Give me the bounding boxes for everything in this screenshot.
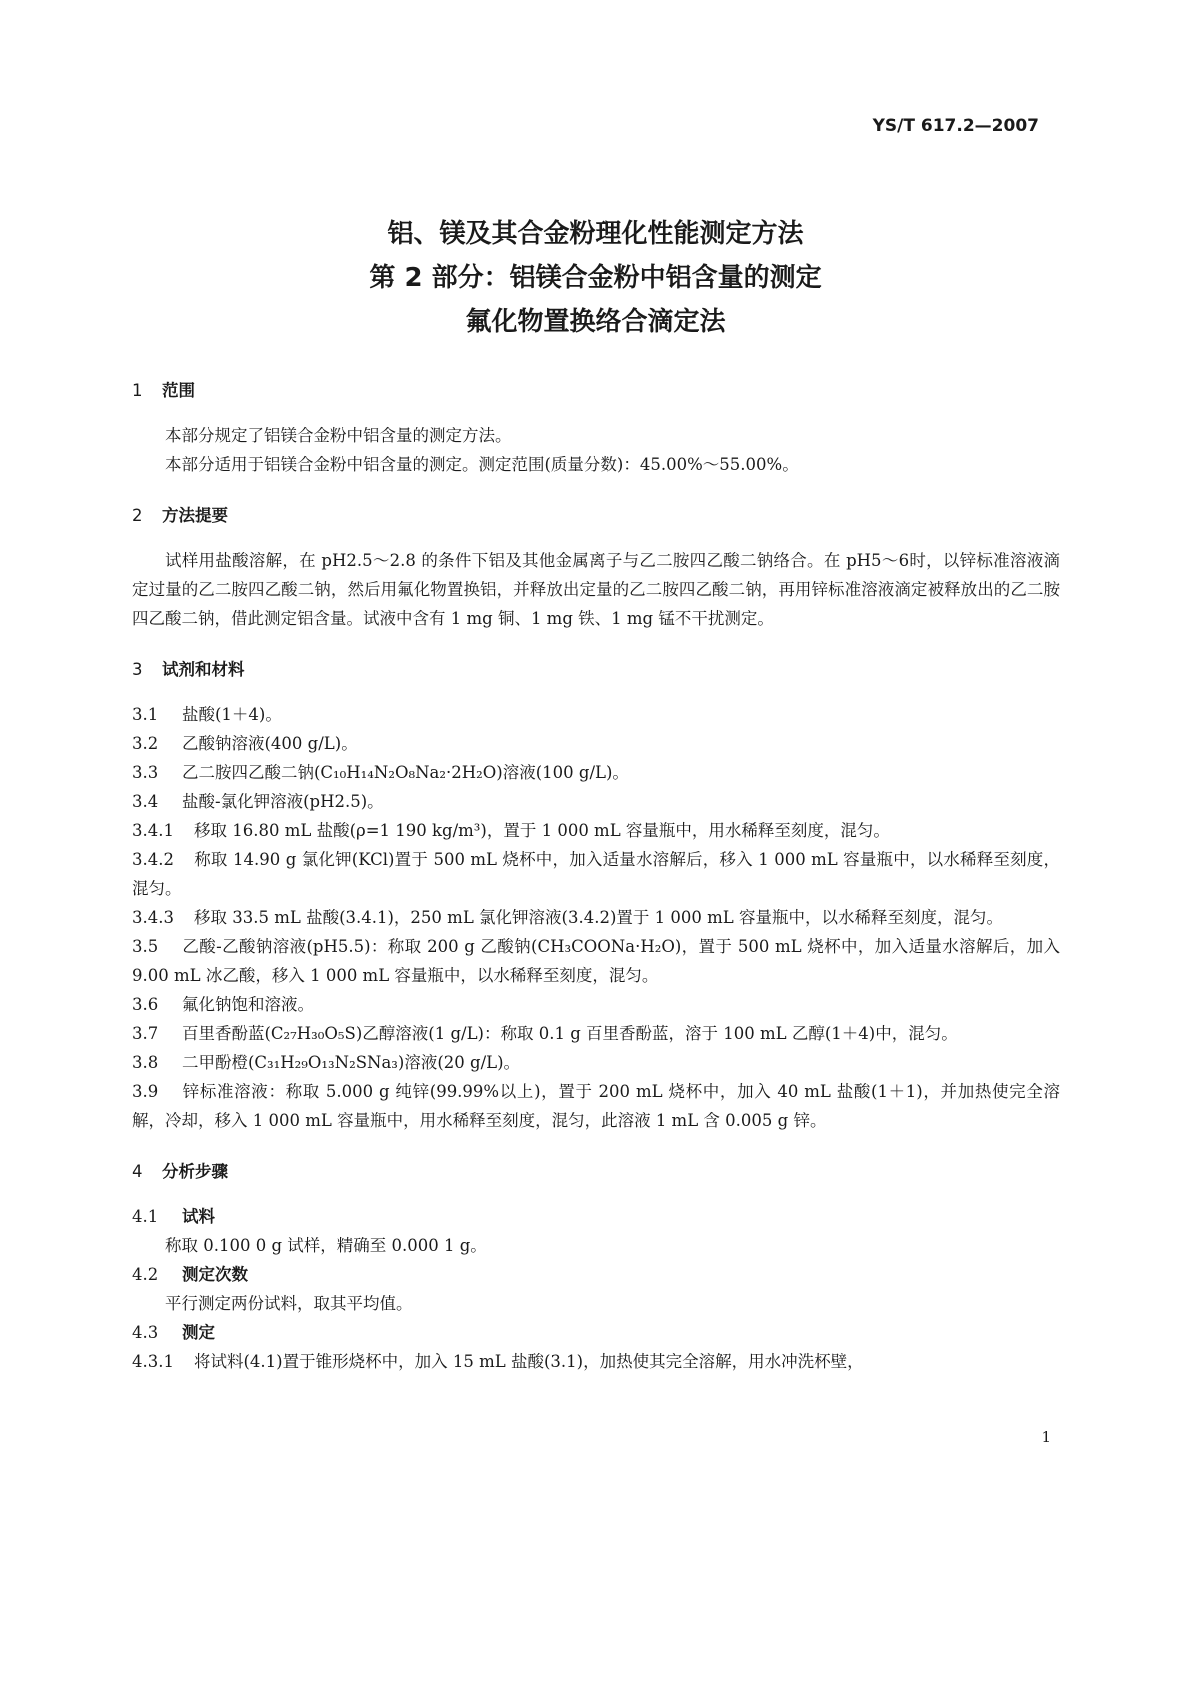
- clause-item: [132, 845, 1060, 903]
- subsection-title: 测定: [182, 1323, 215, 1342]
- clause-number: 3.2: [132, 734, 159, 753]
- subsection-title: 测定次数: [182, 1265, 248, 1284]
- subsection-heading: [132, 1260, 1060, 1289]
- clause-item: [132, 758, 1060, 787]
- subsection-number: 4.3: [132, 1323, 159, 1342]
- clause-item: [132, 990, 1060, 1019]
- clause-text: 二甲酚橙(C₃₁H₂₉O₁₃N₂SNa₃)溶液(20 g/L)。: [182, 1053, 521, 1072]
- clause-number: 3.4.1: [132, 821, 174, 840]
- section-number: 4: [132, 1162, 143, 1181]
- clause-number: 4.3.1: [132, 1352, 174, 1371]
- clause-number: 3.9: [132, 1082, 159, 1101]
- clause-text: 锌标准溶液：称取 5.000 g 纯锌(99.99%以上)，置于 200 mL 烧杯中，加入 40 mL 盐酸(1＋1)，并加热使完全溶解，冷却，移入 1 000 mL 容量瓶中，用水稀释至刻度，混匀，此溶液 1 mL 含 0.005 g 锌。: [132, 1082, 1060, 1130]
- subsection-heading: [132, 1202, 1060, 1231]
- clause-number: 3.4: [132, 792, 159, 811]
- clause-number: 3.4.3: [132, 908, 174, 927]
- clause-text: 乙酸-乙酸钠溶液(pH5.5)：称取 200 g 乙酸钠(CH₃COONa·H₂O)，置于 500 mL 烧杯中，加入适量水溶解后，加入 9.00 mL 冰乙酸，移入 1 000 mL 容量瓶中，以水稀释至刻度，混匀。: [132, 937, 1060, 985]
- section-number: 1: [132, 381, 143, 400]
- clause-item: [132, 1347, 1060, 1376]
- title-line-3: 氟化物置换络合滴定法: [465, 307, 726, 337]
- paragraph: 平行测定两份试料，取其平均值。: [165, 1294, 413, 1313]
- clause-text: 乙酸钠溶液(400 g/L)。: [182, 734, 358, 753]
- paragraph: 称取 0.100 0 g 试样，精确至 0.000 1 g。: [165, 1236, 487, 1255]
- document-title: [0, 212, 1191, 344]
- section-1-heading: [132, 376, 1060, 405]
- subsection-number: 4.2: [132, 1265, 159, 1284]
- clause-number: 3.4.2: [132, 850, 174, 869]
- clause-item: [132, 1019, 1060, 1048]
- clause-text: 乙二胺四乙酸二钠(C₁₀H₁₄N₂O₈Na₂·2H₂O)溶液(100 g/L)。: [182, 763, 629, 782]
- clause-text: 移取 33.5 mL 盐酸(3.4.1)，250 mL 氯化钾溶液(3.4.2)置于 1 000 mL 容量瓶中，以水稀释至刻度，混匀。: [194, 908, 1003, 927]
- subsection-title: 试料: [182, 1207, 215, 1226]
- paragraph: 试样用盐酸溶解，在 pH2.5～2.8 的条件下铝及其他金属离子与乙二胺四乙酸二钠络合。在 pH5～6时，以锌标准溶液滴定过量的乙二胺四乙酸二钠，然后用氟化物置换铝，并释放出定量的乙二胺四乙酸二钠，再用锌标准溶液滴定被释放出的乙二胺四乙酸二钠，借此测定铝含量。试液中含有 1 mg 铜、1 mg 铁、1 mg 锰不干扰测定。: [132, 551, 1060, 628]
- section-title: 试剂和材料: [162, 660, 245, 679]
- clause-number: 3.3: [132, 763, 159, 782]
- clause-text: 称取 14.90 g 氯化钾(KCl)置于 500 mL 烧杯中，加入适量水溶解后，移入 1 000 mL 容量瓶中，以水稀释至刻度，混匀。: [132, 850, 1060, 898]
- clause-number: 3.8: [132, 1053, 159, 1072]
- section-4-heading: [132, 1157, 1060, 1186]
- clause-item: [132, 903, 1060, 932]
- clause-number: 3.7: [132, 1024, 159, 1043]
- clause-item: [132, 1048, 1060, 1077]
- section-title: 分析步骤: [162, 1162, 228, 1181]
- document-body: [132, 376, 1060, 1376]
- page-number: 1: [1041, 1428, 1051, 1446]
- clause-item: [132, 787, 1060, 816]
- section-title: 方法提要: [162, 506, 228, 525]
- clause-item: [132, 700, 1060, 729]
- clause-text: 移取 16.80 mL 盐酸(ρ=1 190 kg/m³)，置于 1 000 mL 容量瓶中，用水稀释至刻度，混匀。: [194, 821, 890, 840]
- subsection-heading: [132, 1318, 1060, 1347]
- clause-number: 3.1: [132, 705, 159, 724]
- clause-item: [132, 932, 1060, 990]
- title-line-2: 第 2 部分：铝镁合金粉中铝含量的测定: [369, 263, 822, 293]
- section-2-heading: [132, 501, 1060, 530]
- clause-text: 氟化钠饱和溶液。: [182, 995, 314, 1014]
- clause-text: 盐酸(1＋4)。: [182, 705, 282, 724]
- standard-code: YS/T 617.2—2007: [872, 116, 1039, 136]
- clause-text: 百里香酚蓝(C₂₇H₃₀O₅S)乙醇溶液(1 g/L)：称取 0.1 g 百里香酚蓝，溶于 100 mL 乙醇(1＋4)中，混匀。: [182, 1024, 958, 1043]
- section-3-heading: [132, 655, 1060, 684]
- section-number: 3: [132, 660, 143, 679]
- clause-item: [132, 729, 1060, 758]
- section-title: 范围: [162, 381, 195, 400]
- section-number: 2: [132, 506, 143, 525]
- clause-text: 盐酸-氯化钾溶液(pH2.5)。: [182, 792, 384, 811]
- clause-number: 3.6: [132, 995, 159, 1014]
- paragraph: 本部分适用于铝镁合金粉中铝含量的测定。测定范围(质量分数)：45.00%～55.00%。: [165, 455, 799, 474]
- subsection-number: 4.1: [132, 1207, 159, 1226]
- paragraph: 本部分规定了铝镁合金粉中铝含量的测定方法。: [165, 426, 512, 445]
- clause-text: 将试料(4.1)置于锥形烧杯中，加入 15 mL 盐酸(3.1)，加热使其完全溶解，用水冲洗杯壁，: [194, 1352, 864, 1371]
- clause-item: [132, 1077, 1060, 1135]
- clause-item: [132, 816, 1060, 845]
- clause-number: 3.5: [132, 937, 159, 956]
- title-line-1: 铝、镁及其合金粉理化性能测定方法: [387, 219, 804, 249]
